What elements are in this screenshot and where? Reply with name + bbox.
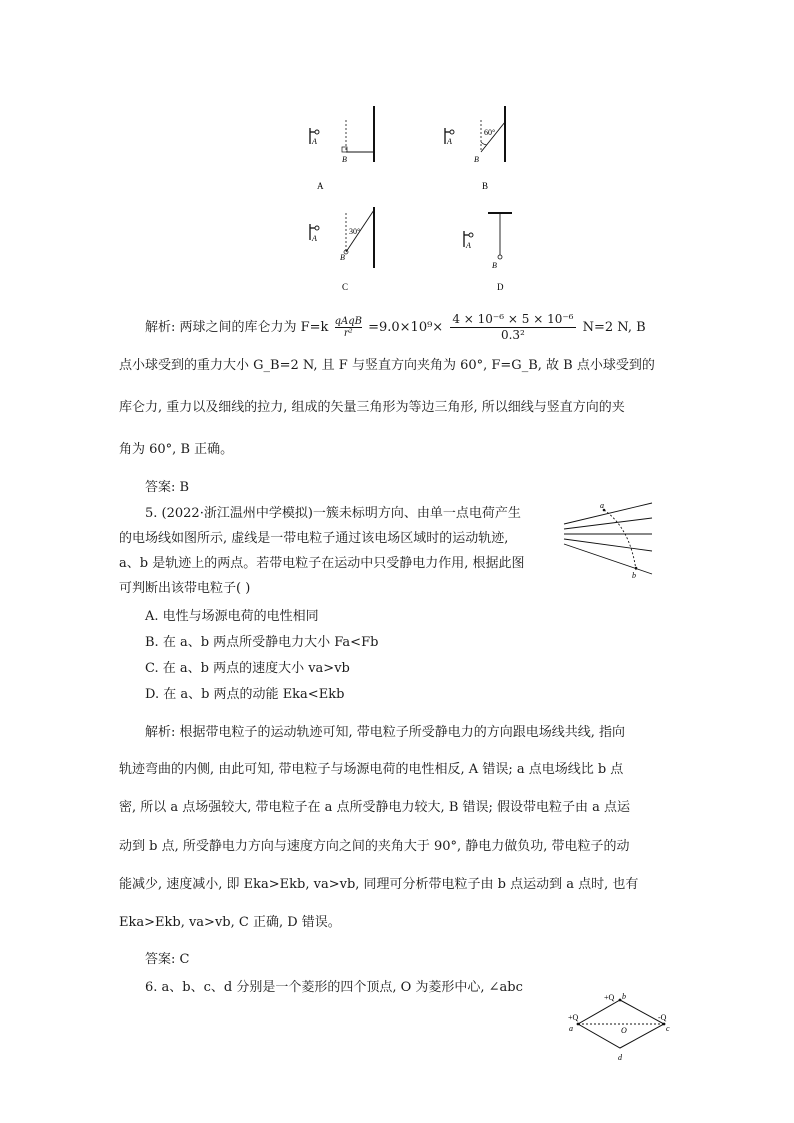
figure-d	[464, 213, 512, 259]
figure-c-point-a: A	[312, 234, 317, 243]
figure-b	[445, 106, 505, 162]
figure-label-b: B	[482, 181, 489, 191]
question5-option-d: D. 在 a、b 两点的动能 Eka<Ekb	[145, 687, 345, 702]
rhombus-point-d: d	[618, 1053, 622, 1062]
question5-option-c: C. 在 a、b 两点的速度大小 va>vb	[145, 661, 350, 676]
solution5-line2: 轨迹弯曲的内侧, 由此可知, 带电粒子与场源电荷的电性相反, A 错误; a 点电场线比 b 点	[119, 762, 624, 777]
solution4-line3: 库仑力, 重力以及细线的拉力, 组成的矢量三角形为等边三角形, 所以细线与竖直方向的夹	[119, 400, 625, 415]
rhombus-figure	[566, 990, 676, 1076]
solution4-line2: 点小球受到的重力大小 G_B=2 N, 且 F 与竖直方向夹角为 60°, F=G_B, 故 B 点小球受到的	[119, 358, 655, 373]
question5-line2: 的电场线如图所示, 虚线是一带电粒子通过该电场区域时的运动轨迹,	[119, 531, 509, 546]
small-fraction-num: qAqB	[334, 316, 362, 327]
big-fraction-num: 4 × 10⁻⁶ × 5 × 10⁻⁶	[452, 312, 574, 326]
rhombus-charge-b: +Q	[604, 993, 615, 1002]
solution4-answer: 答案: B	[145, 480, 190, 495]
question6-line1: 6. a、b、c、d 分别是一个菱形的四个顶点, O 为菱形中心, ∠abc	[145, 980, 523, 995]
solution4-big-fraction	[450, 312, 575, 343]
solution5-line3: 密, 所以 a 点场强较大, 带电粒子在 a 点所受静电力较大, B 错误; 假设带电粒子由 a 点运	[119, 800, 631, 815]
solution5-line6: Eka>Ekb, va>vb, C 正确, D 错误。	[119, 915, 341, 930]
solution5-line1: 解析: 根据带电粒子的运动轨迹可知, 带电粒子所受静电力的方向跟电场线共线, 指向	[145, 725, 626, 740]
rhombus-charge-c: -Q	[658, 1013, 667, 1022]
figure-b-point-b: B	[474, 155, 479, 164]
figure-b-angle: 60°	[484, 128, 496, 137]
rhombus-charge-a: +Q	[568, 1013, 579, 1022]
figure-c-angle: 30°	[349, 227, 361, 236]
field-line-figure	[560, 498, 660, 583]
solution5-line5: 能减少, 速度减小, 即 Eka>Ekb, va>vb, 同理可分析带电粒子由 b 点运动到 a 点时, 也有	[119, 877, 639, 892]
figure-b-point-a: A	[447, 137, 452, 146]
figure-c-point-b: B	[340, 253, 345, 262]
question5-option-b: B. 在 a、b 两点所受静电力大小 Fa<Fb	[145, 635, 379, 650]
rhombus-point-c: c	[666, 1024, 670, 1033]
rhombus-center-o: O	[621, 1026, 627, 1035]
solution4-intro: 解析: 两球之间的库仑力为 F=k	[145, 320, 329, 335]
figure-label-c: C	[342, 282, 349, 292]
figure-d-point-a: A	[466, 241, 471, 250]
rhombus-point-a: a	[569, 1024, 573, 1033]
solution4-result: N=2 N, B	[582, 320, 646, 335]
question5-line3: a、b 是轨迹上的两点。若带电粒子在运动中只受静电力作用, 根据此图	[119, 556, 525, 571]
figure-a-point-a: A	[312, 137, 317, 146]
question5-line4: 可判断出该带电粒子( )	[119, 581, 251, 596]
field-point-b: b	[632, 571, 636, 580]
solution4-line1	[145, 312, 646, 343]
solution5-line4: 动到 b 点, 所受静电力方向与速度方向之间的夹角大于 90°, 静电力做负功, 带电粒子的动	[119, 839, 630, 854]
rhombus-point-b: b	[622, 992, 626, 1001]
figure-a-point-b: B	[342, 155, 347, 164]
solution4-line4: 角为 60°, B 正确。	[119, 442, 234, 457]
question5-option-a: A. 电性与场源电荷的电性相同	[145, 609, 319, 624]
option-figures	[290, 100, 530, 295]
solution5-answer: 答案: C	[145, 952, 190, 967]
figure-label-d: D	[497, 282, 504, 292]
solution4-coefficient: =9.0×10⁹×	[368, 320, 444, 335]
small-fraction-den: r²	[343, 328, 353, 339]
solution4-small-fraction	[335, 316, 362, 339]
field-point-a: a	[600, 501, 604, 510]
question5-line1: 5. (2022·浙江温州中学模拟)一簇未标明方向、由单一点电荷产生	[145, 506, 521, 521]
figure-label-a: A	[317, 181, 324, 191]
figure-d-point-b: B	[492, 261, 497, 270]
big-fraction-den: 0.3²	[500, 328, 525, 342]
figure-a	[310, 106, 374, 162]
